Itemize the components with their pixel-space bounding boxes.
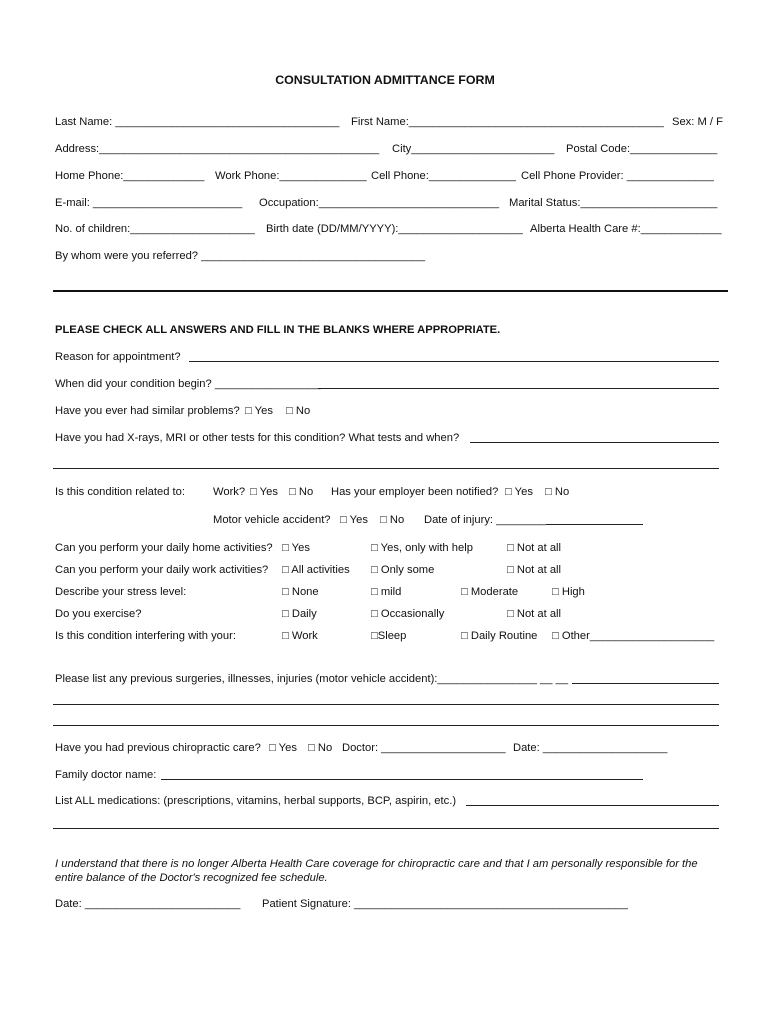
interfering-daily-routine-checkbox[interactable]: □ Daily Routine: [461, 630, 538, 642]
stress-none-checkbox[interactable]: □ None: [282, 586, 319, 598]
condition-begin-label: When did your condition begin? _________________: [55, 378, 321, 390]
work-all-activities-checkbox[interactable]: □ All activities: [282, 564, 350, 576]
motor-vehicle-label: Motor vehicle accident?: [213, 514, 331, 526]
occupation-field[interactable]: Occupation:_____________________________: [259, 197, 500, 209]
responsibility-notice: I understand that there is no longer Alberta Health Care coverage for chiropractic care and that I am personally responsible for the entire balance of the Doctor's recognized fee schedule.: [55, 858, 698, 884]
home-yes-help-checkbox[interactable]: □ Yes, only with help: [371, 542, 473, 554]
home-activities-label: Can you perform your daily home activities?: [55, 542, 273, 554]
email-field[interactable]: E-mail: ________________________: [55, 197, 243, 209]
address-field[interactable]: Address:_____________________________________________: [55, 143, 380, 155]
last-name-field[interactable]: Last Name: ____________________________________: [55, 116, 340, 128]
work-phone-field[interactable]: Work Phone:______________: [215, 170, 367, 182]
medications-blank-line[interactable]: [466, 805, 719, 806]
birth-date-field[interactable]: Birth date (DD/MM/YYYY):____________________: [266, 223, 523, 235]
work-no-checkbox[interactable]: □ No: [289, 486, 314, 498]
signature-date-field[interactable]: Date: _________________________: [55, 898, 241, 910]
motor-yes-checkbox[interactable]: □ Yes: [340, 514, 368, 526]
cell-provider-field[interactable]: Cell Phone Provider: ______________: [521, 170, 714, 182]
doctor-field[interactable]: Doctor: ____________________: [342, 742, 506, 754]
similar-yes-checkbox[interactable]: □ Yes: [245, 405, 273, 417]
employer-no-checkbox[interactable]: □ No: [545, 486, 570, 498]
surgeries-blank-line[interactable]: [572, 683, 719, 684]
medications-blank-line-2[interactable]: [53, 828, 719, 829]
children-field[interactable]: No. of children:____________________: [55, 223, 255, 235]
stress-high-checkbox[interactable]: □ High: [552, 586, 585, 598]
interfering-work-checkbox[interactable]: □ Work: [282, 630, 318, 642]
marital-status-field[interactable]: Marital Status:______________________: [509, 197, 718, 209]
medications-label: List ALL medications: (prescriptions, vitamins, herbal supports, BCP, aspirin, etc.): [55, 795, 457, 807]
condition-begin-blank-line[interactable]: [318, 388, 719, 389]
family-doctor-label: Family doctor name:: [55, 769, 157, 781]
exercise-not-at-all-checkbox[interactable]: □ Not at all: [507, 608, 562, 620]
interfering-label: Is this condition interfering with your:: [55, 630, 236, 642]
motor-no-checkbox[interactable]: □ No: [380, 514, 405, 526]
referred-by-field[interactable]: By whom were you referred? ____________________________________: [55, 250, 426, 262]
similar-no-checkbox[interactable]: □ No: [286, 405, 311, 417]
tests-blank-line[interactable]: [470, 442, 719, 443]
injury-date-blank-line[interactable]: [546, 524, 643, 525]
exercise-label: Do you exercise?: [55, 608, 142, 620]
patient-signature-field[interactable]: Patient Signature: ____________________________________________: [262, 898, 628, 910]
surgeries-label: Please list any previous surgeries, illnesses, injuries (motor vehicle accident):________________ __ __: [55, 673, 569, 685]
injury-date-label: Date of injury: ________: [424, 514, 546, 526]
family-doctor-blank-line[interactable]: [161, 779, 643, 780]
surgeries-blank-line-2[interactable]: [53, 704, 719, 705]
postal-code-field[interactable]: Postal Code:______________: [566, 143, 718, 155]
city-field[interactable]: City_______________________: [392, 143, 555, 155]
reason-label: Reason for appointment?: [55, 351, 181, 363]
chiropractic-date-field[interactable]: Date: ____________________: [513, 742, 668, 754]
surgeries-blank-line-3[interactable]: [53, 725, 719, 726]
form-title: CONSULTATION ADMITTANCE FORM: [275, 73, 495, 87]
work-only-some-checkbox[interactable]: □ Only some: [371, 564, 435, 576]
employer-notified-label: Has your employer been notified?: [331, 486, 499, 498]
exercise-daily-checkbox[interactable]: □ Daily: [282, 608, 317, 620]
chiropractic-label: Have you had previous chiropractic care?: [55, 742, 261, 754]
interfering-sleep-checkbox[interactable]: □Sleep: [371, 630, 407, 642]
similar-problems-label: Have you ever had similar problems?: [55, 405, 240, 417]
related-to-label: Is this condition related to:: [55, 486, 185, 498]
exercise-occasionally-checkbox[interactable]: □ Occasionally: [371, 608, 445, 620]
health-care-field[interactable]: Alberta Health Care #:_____________: [530, 223, 722, 235]
stress-moderate-checkbox[interactable]: □ Moderate: [461, 586, 519, 598]
work-yes-checkbox[interactable]: □ Yes: [250, 486, 278, 498]
section-divider: [53, 290, 728, 292]
employer-yes-checkbox[interactable]: □ Yes: [505, 486, 533, 498]
section-heading: PLEASE CHECK ALL ANSWERS AND FILL IN THE BLANKS WHERE APPROPRIATE.: [55, 324, 501, 336]
stress-mild-checkbox[interactable]: □ mild: [371, 586, 402, 598]
work-activities-label: Can you perform your daily work activities?: [55, 564, 269, 576]
work-label: Work?: [213, 486, 246, 498]
home-phone-field[interactable]: Home Phone:_____________: [55, 170, 205, 182]
reason-blank-line[interactable]: [189, 361, 719, 362]
chiropractic-yes-checkbox[interactable]: □ Yes: [269, 742, 297, 754]
cell-phone-field[interactable]: Cell Phone:______________: [371, 170, 516, 182]
sex-field[interactable]: Sex: M / F: [672, 116, 723, 128]
first-name-field[interactable]: First Name:_________________________________________: [351, 116, 664, 128]
home-yes-checkbox[interactable]: □ Yes: [282, 542, 310, 554]
work-not-at-all-checkbox[interactable]: □ Not at all: [507, 564, 562, 576]
interfering-other-checkbox[interactable]: □ Other____________________: [552, 630, 715, 642]
stress-level-label: Describe your stress level:: [55, 586, 187, 598]
tests-label: Have you had X-rays, MRI or other tests for this condition? What tests and when?: [55, 432, 460, 444]
home-not-at-all-checkbox[interactable]: □ Not at all: [507, 542, 562, 554]
chiropractic-no-checkbox[interactable]: □ No: [308, 742, 333, 754]
tests-blank-line-2[interactable]: [53, 468, 719, 469]
